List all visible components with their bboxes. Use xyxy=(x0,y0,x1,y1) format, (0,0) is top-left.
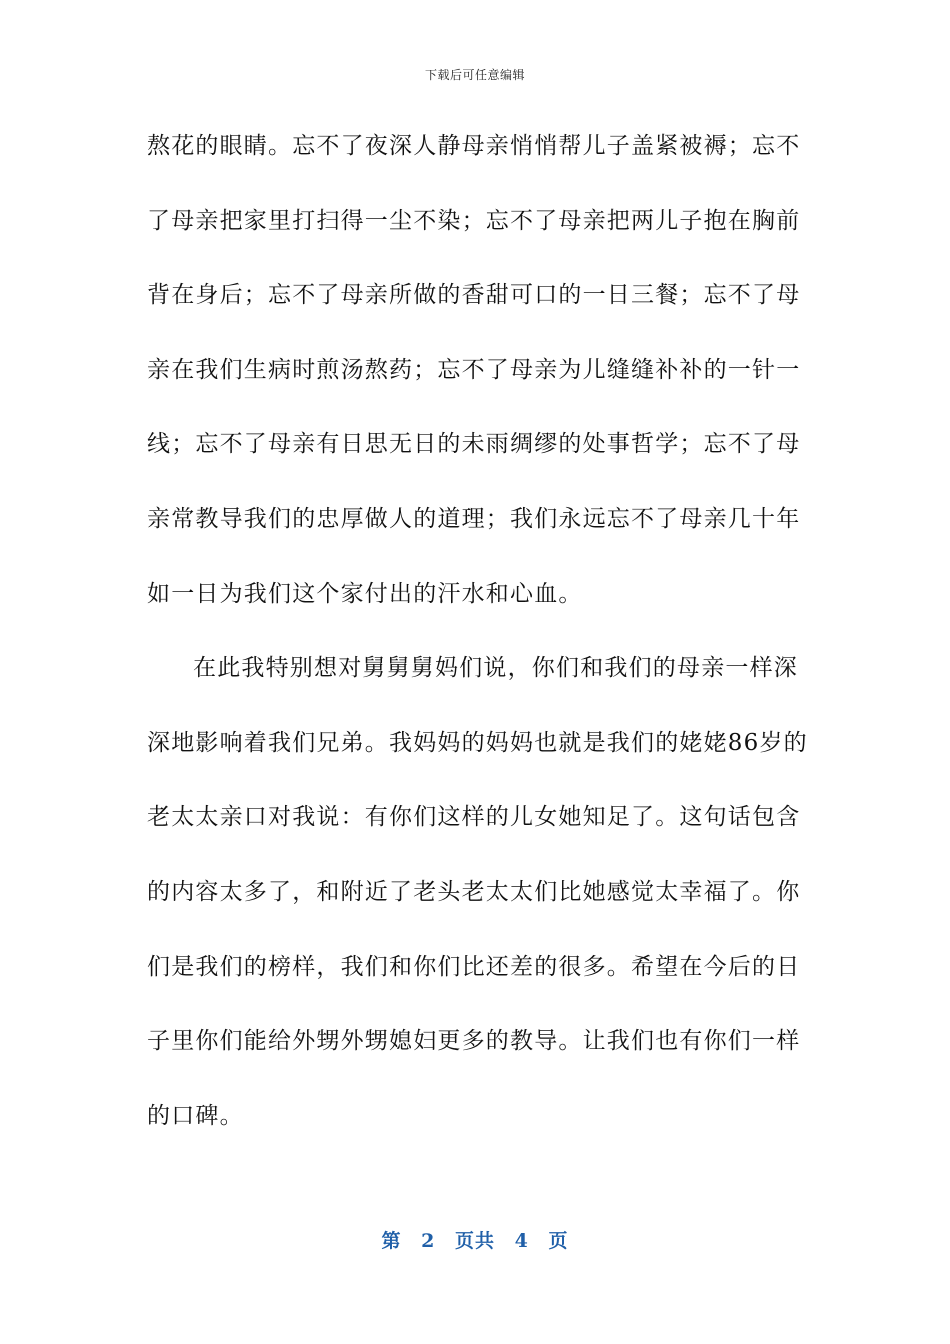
text-line: 老太太亲口对我说：有你们这样的儿女她知足了。这句话包含 xyxy=(147,804,801,831)
text-line: 如一日为我们这个家付出的汗水和心血。 xyxy=(147,580,583,607)
text-line: 深地影响着我们兄弟。我妈妈的妈妈也就是我们的姥姥86岁的 xyxy=(147,729,808,756)
text-line: 亲在我们生病时煎汤熬药；忘不了母亲为儿缝缝补补的一针一 xyxy=(147,356,801,383)
text-line: 子里你们能给外甥外甥媳妇更多的教导。让我们也有你们一样 xyxy=(147,1028,801,1055)
text-line: 了母亲把家里打扫得一尘不染；忘不了母亲把两儿子抱在胸前 xyxy=(147,207,801,234)
text-line: 的内容太多了，和附近了老头老太太们比她感觉太幸福了。你 xyxy=(147,878,801,905)
page-number: 2 xyxy=(421,1230,436,1252)
text-line: 亲常教导我们的忠厚做人的道理；我们永远忘不了母亲几十年 xyxy=(147,505,801,532)
paragraph-2 xyxy=(147,650,807,1172)
page-header: 下载后可任意编辑 xyxy=(424,68,525,82)
total-label: 页共 xyxy=(454,1230,495,1252)
total-pages: 4 xyxy=(514,1230,529,1252)
page-label: 第 xyxy=(381,1230,402,1252)
document-body xyxy=(147,128,807,1172)
text-line: 在此我特别想对舅舅舅妈们说，你们和我们的母亲一样深 xyxy=(193,655,798,682)
text-line: 们是我们的榜样，我们和你们比还差的很多。希望在今后的日 xyxy=(147,953,801,980)
text-line: 线；忘不了母亲有日思无日的未雨绸缪的处事哲学；忘不了母 xyxy=(147,431,801,458)
end-label: 页 xyxy=(548,1230,569,1252)
text-line: 熬花的眼睛。忘不了夜深人静母亲悄悄帮儿子盖紧被褥；忘不 xyxy=(147,133,801,159)
text-line: 的口碑。 xyxy=(147,1102,244,1129)
paragraph-1 xyxy=(147,128,807,650)
page-footer xyxy=(0,1226,950,1253)
text-line: 背在身后；忘不了母亲所做的香甜可口的一日三餐；忘不了母 xyxy=(147,282,801,309)
